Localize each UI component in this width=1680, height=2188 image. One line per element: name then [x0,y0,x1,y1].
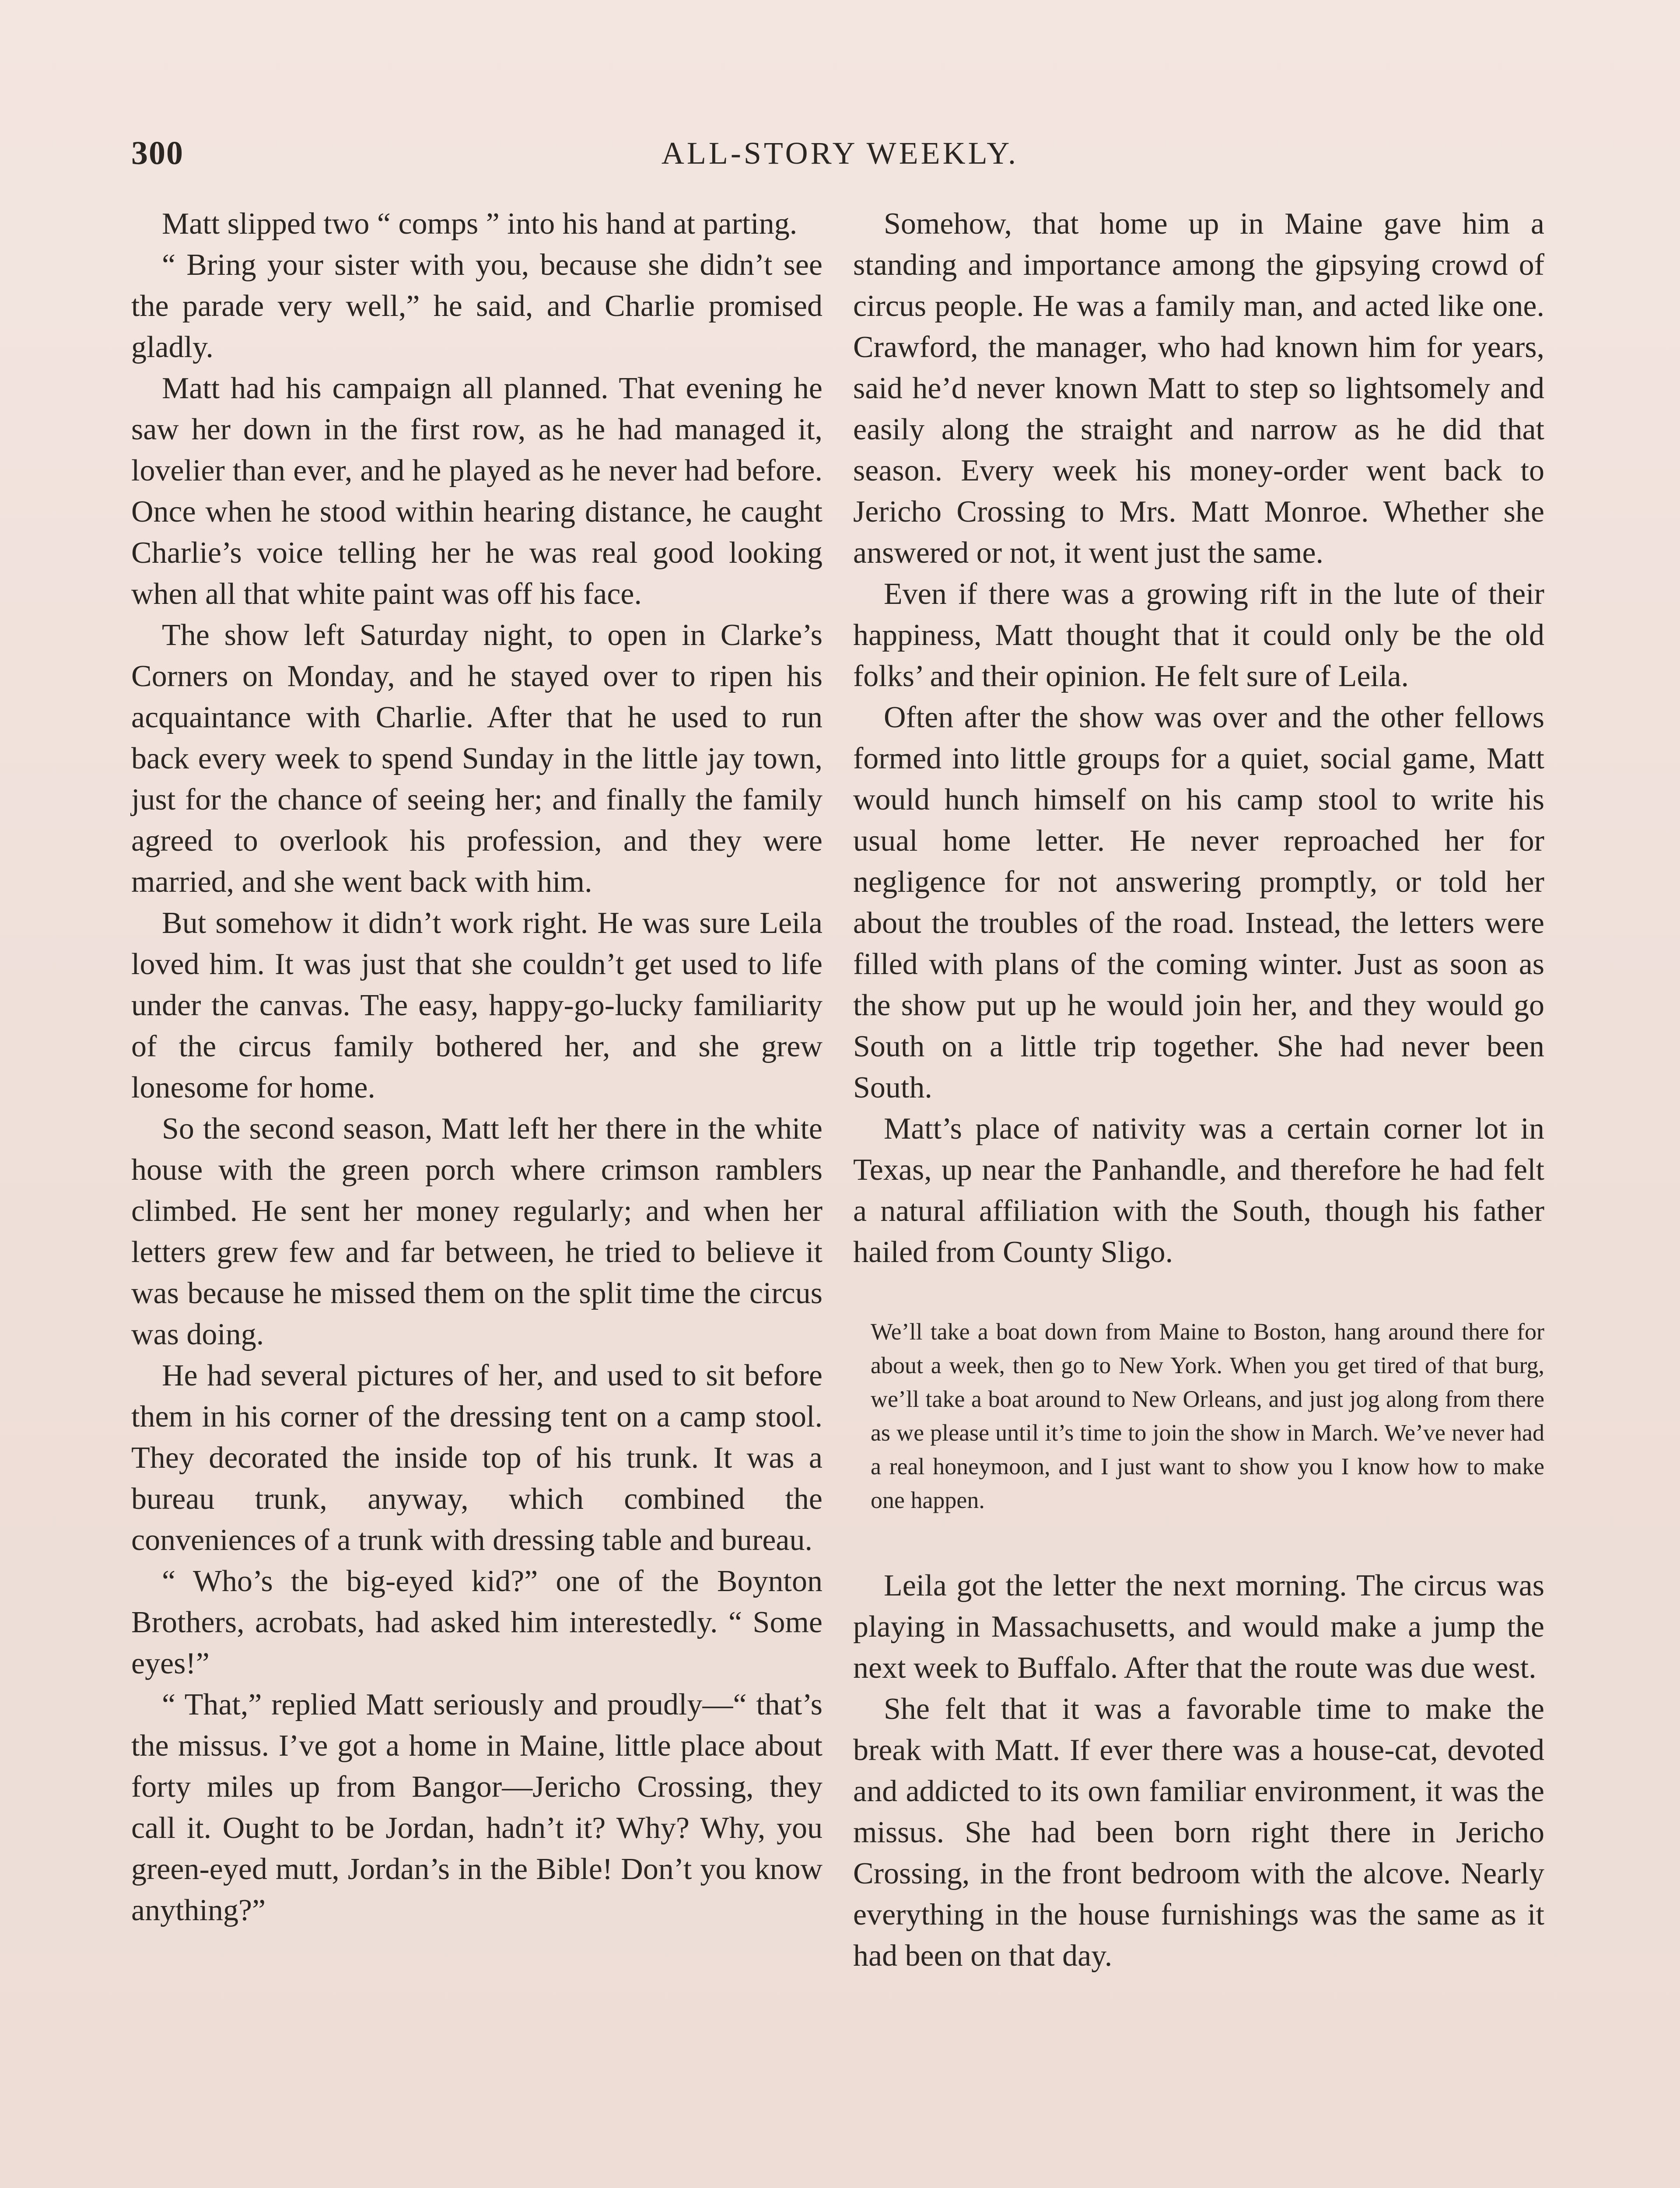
page-number: 300 [131,135,184,172]
paragraph: Matt’s place of nativity was a certain corner lot in Texas, up near the Panhandle, and therefore he had felt a natural affiliation with the South, though his father hailed from County Sligo. [853,1112,1544,1269]
paragraph: Matt had his campaign all planned. That evening he saw her down in the first row, as he had managed it, lovelier than ever, and he played as he never had before. Once when he stood within hearing distance, he caught Charlie’s voice telling her he was real good looking when all that white paint was off his face. [131,372,822,611]
paragraph: He had several pictures of her, and used to sit before them in his corner of the dressing tent on a camp stool. They decorated the inside top of his trunk. It was a bureau trunk, anyway, which combined the conveniences of a trunk with dressing table and bureau. [131,1359,822,1557]
paragraph: Somehow, that home up in Maine gave him a standing and importance among the gipsying crowd of circus people. He was a family man, and acted like one. Crawford, the manager, who had known him for years, said he’d never known Matt to step so lightsomely and easily along the straight and narrow as he did that season. Every week his money-order went back to Jericho Crossing to Mrs. Matt Monroe. Whether she answered or not, it went just the same. [853,207,1544,570]
letter-excerpt [853,1315,1544,1517]
paragraph: The show left Saturday night, to open in Clarke’s Corners on Monday, and he stayed over to ripen his acquaintance with Charlie. After that he used to run back every week to spend Sunday in the little jay town, just for the chance of seeing her; and finally the family agreed to overlook his profession, and they were married, and she went back with him. [131,618,822,899]
paragraph: Even if there was a growing rift in the lute of their happiness, Matt thought that it could only be the old folks’ and their opinion. He felt sure of Leila. [853,577,1544,693]
paragraph: Often after the show was over and the other fellows formed into little groups for a quiet, social game, Matt would hunch himself on his camp stool to write his usual home letter. He never reproached her for negligence for not answering promptly, or told her about the troubles of the road. Instead, the letters were filled with plans of the coming winter. Just as soon as the show put up he would join her, and they would go South on a little trip together. She had never been South. [853,701,1544,1105]
left-column [131,203,822,1931]
paragraph: But somehow it didn’t work right. He was sure Leila loved him. It was just that she couldn’t get used to life under the canvas. The easy, happy-go-lucky familiarity of the circus family bothered her, and she grew lonesome for home. [131,906,822,1105]
paragraph: Leila got the letter the next morning. The circus was playing in Massachusetts, and would make a jump the next week to Buffalo. After that the route was due west. [853,1569,1544,1685]
right-column [853,203,1544,1977]
paragraph: She felt that it was a favorable time to make the break with Matt. If ever there was a house-cat, devoted and addicted to its own familiar environment, it was the missus. She had been born right there in Jericho Crossing, in the front bedroom with the alcove. Nearly everything in the house furnishings was the same as it had been on that day. [853,1692,1544,1973]
paragraph: Matt slipped two “ comps ” into his hand at parting. [162,207,798,241]
paragraph: “ Bring your sister with you, because she didn’t see the parade very well,” he said, and Charlie promised gladly. [131,248,822,364]
page-header [131,127,1549,179]
paragraph: So the second season, Matt left her there in the white house with the green porch where crimson ramblers climbed. He sent her money regularly; and when her letters grew few and far between, he tried to believe it was because he missed them on the split time the circus was doing. [131,1112,822,1351]
paragraph: “ That,” replied Matt seriously and proudly—“ that’s the missus. I’ve got a home in Maine, little place about forty miles up from Bangor—Jericho Crossing, they call it. Ought to be Jordan, hadn’t it? Why? Why, you green-eyed mutt, Jordan’s in the Bible! Don’t you know anything?” [131,1688,822,1927]
letter-text: We’ll take a boat down from Maine to Boston, hang around there for about a week, then go to New York. When you get tired of that burg, we’ll take a boat around to New Orleans, and just jog along from there as we please until it’s time to join the show in March. We’ve never had a real honeymoon, and I just want to show you I know how to make one happen. [871,1318,1544,1513]
running-title: ALL-STORY WEEKLY. [661,136,1019,171]
paragraph: “ Who’s the big-eyed kid?” one of the Boynton Brothers, acrobats, had asked him interestedly. “ Some eyes!” [131,1564,822,1680]
